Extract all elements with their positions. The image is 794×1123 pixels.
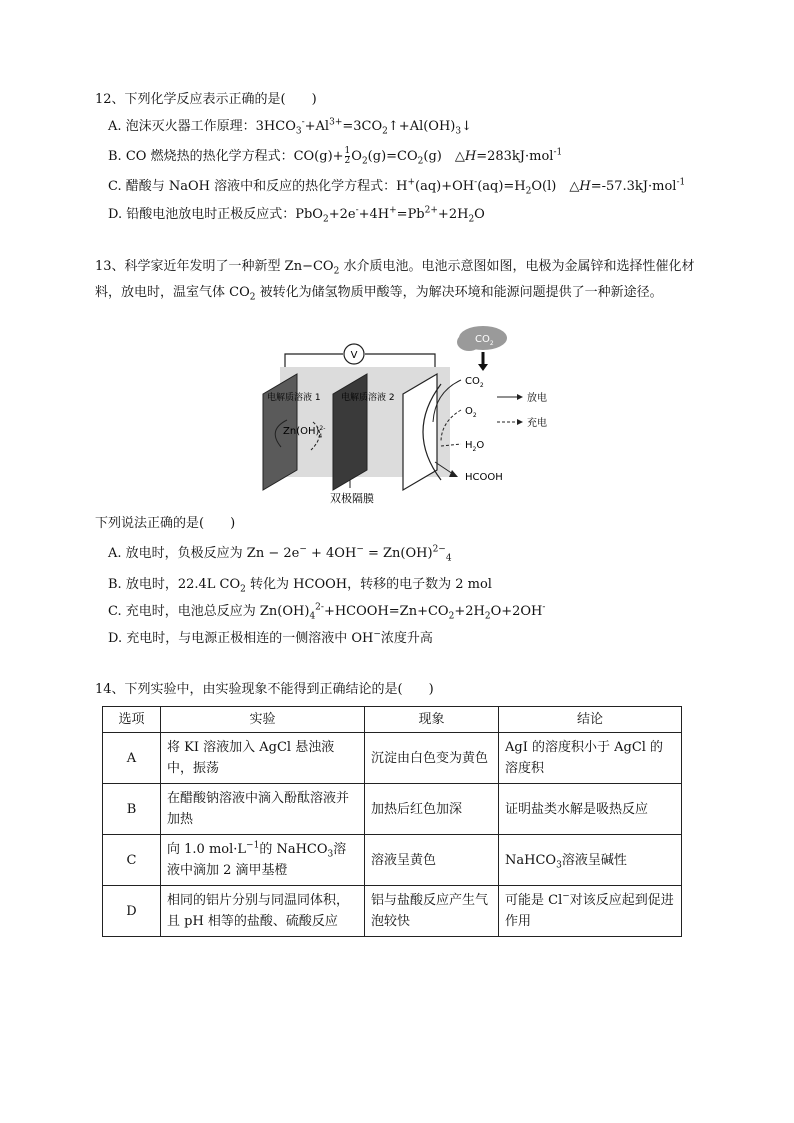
q12-option-b: B. CO 燃烧热的热化学方程式：CO(g)+ $\frac{1}{2}$ $O_2(g)=CO_2(g)$ △H=283kJ·mol$^{-1}$: [108, 146, 563, 167]
hcooh-label: HCOOH: [465, 472, 503, 483]
legend-charge-label: 充电: [527, 418, 547, 429]
q13-option-a: A. 放电时，负极反应为 Zn − 2e− + 4OH− = Zn(OH)$^{2-}_4$: [108, 544, 452, 564]
membrane-caption: 双极隔膜: [330, 492, 374, 505]
row-phenomenon: 沉淀由白色变为黄色: [365, 733, 499, 784]
q13-option-b: B. 放电时，22.4L $CO_2$ 转化为 HCOOH，转移的电子数为 2 mol: [108, 577, 492, 595]
row-experiment: 在醋酸钠溶液中滴入酚酞溶液并加热: [161, 784, 365, 835]
q13-option-d: D. 充电时，与电源正极相连的一侧溶液中 OH−浓度升高: [108, 629, 433, 646]
o2-label: $O_2$: [465, 406, 477, 419]
q12-option-c: C. 醋酸与 NaOH 溶液中和反应的热化学方程式：$H^+(aq)+OH^-(aq)=H_2O(l)$ △H=-57.3kJ·mol$^{-1}$: [108, 177, 686, 197]
header-option: 选项: [103, 707, 161, 733]
q12-stem: 12、下列化学反应表示正确的是( ): [95, 92, 317, 107]
q12-option-a: A. 泡沫灭火器工作原理：$3HCO_3^-+Al^{3+}=3CO_2↑+Al(OH)_3↓$: [108, 117, 473, 137]
legend-charge-arrowhead: [517, 419, 523, 425]
zincate-label: Zn(OH)$^{2-}$4: [283, 425, 326, 440]
h2o-label: $H_2O$: [465, 440, 485, 453]
experiment-table: [102, 706, 682, 937]
q13-stem: 13、科学家近年发明了一种新型 $Zn-CO_2$ 水介质电池。电池示意图如图，电极为金属锌和选择性催化材料，放电时，温室气体 $CO_2$ 被转化为储氢物质甲酸等，为解决环境和能源问题提供了一种新途径。: [95, 259, 695, 303]
q13-option-c: C. 充电时，电池总反应为 $Zn(OH)_4^{2-}+HCOOH=Zn+CO_2+2H_2O+2OH^-$: [108, 602, 546, 622]
row-conclusion: 可能是 Cl−对该反应起到促进作用: [499, 886, 682, 937]
row-phenomenon: 溶液呈黄色: [365, 835, 499, 886]
hcooh-arrowhead: [449, 470, 458, 477]
legend-discharge-label: 放电: [527, 393, 547, 404]
header-phenomenon: 现象: [365, 707, 499, 733]
row-conclusion: AgI 的溶度积小于 AgCl 的溶度积: [499, 733, 682, 784]
fraction-half: $\frac{1}{2}$: [344, 146, 351, 166]
row-option: C: [103, 835, 161, 886]
table-row: [103, 784, 682, 835]
row-conclusion: NaHCO$_3$溶液呈碱性: [499, 835, 682, 886]
q12-option-d: D. 铅酸电池放电时正极反应式：$PbO_2+2e^-+4H^+=Pb^{2+}+2H_2O$: [108, 205, 485, 225]
cloud-co2-label: $CO_2$: [475, 334, 494, 347]
row-phenomenon: 铝与盐酸反应产生气泡较快: [365, 886, 499, 937]
row-phenomenon: 加热后红色加深: [365, 784, 499, 835]
table-header-row: [103, 707, 682, 733]
electrolyte-2-label: 电解质溶液 2: [341, 393, 395, 403]
legend-discharge-arrowhead: [517, 394, 523, 400]
bipolar-membrane: [333, 374, 367, 490]
row-experiment: 向 1.0 $mol\cdot L^{-1}$的 NaHCO$_3$溶液中滴加 2 滴甲基橙: [161, 835, 365, 886]
row-experiment: 相同的铝片分别与同温同体积，且 pH 相等的盐酸、硫酸反应: [161, 886, 365, 937]
co2-down-arrowhead: [478, 364, 488, 371]
wire-left: [285, 354, 343, 367]
header-experiment: 实验: [161, 707, 365, 733]
table-row: [103, 733, 682, 784]
row-option: B: [103, 784, 161, 835]
q14-stem: 14、下列实验中，由实验现象不能得到正确结论的是( ): [95, 682, 434, 697]
row-experiment: 将 KI 溶液加入 AgCl 悬浊液中，振荡: [161, 733, 365, 784]
table-row: [103, 835, 682, 886]
row-conclusion: 证明盐类水解是吸热反应: [499, 784, 682, 835]
co2-label: $CO_2$: [465, 376, 484, 389]
battery-diagram: [255, 322, 555, 507]
electrolyte-1-label: 电解质溶液 1: [267, 393, 321, 403]
q13-prompt: 下列说法正确的是( ): [95, 516, 236, 531]
voltmeter-label: V: [350, 350, 358, 361]
catalyst-electrode: [403, 374, 437, 490]
row-option: A: [103, 733, 161, 784]
table-row: [103, 886, 682, 937]
row-option: D: [103, 886, 161, 937]
header-conclusion: 结论: [499, 707, 682, 733]
wire-right: [365, 354, 435, 367]
